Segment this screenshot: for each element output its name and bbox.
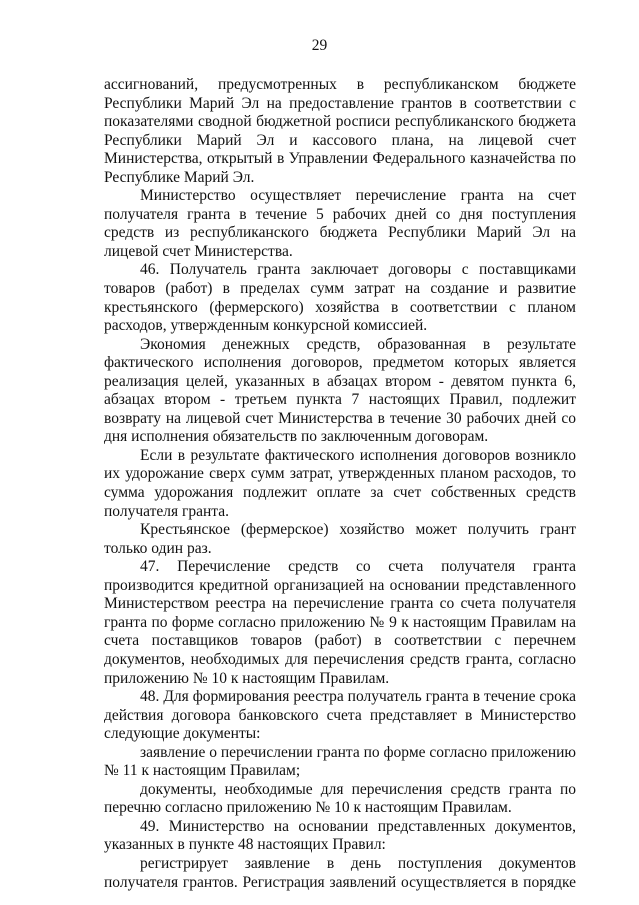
paragraph: Экономия денежных средств, образованная в результате фактического исполнения договоров, предметом которых является реализация целей, указанных в абзацах втором - девятом пункта 6, абзацах втором - третьем пункта 7 настоящих Правил, подлежит возврату на лицевой счет Министерства в течение 30 рабочих дней со дня исполнения обязательств по заключенным договорам. bbox=[104, 335, 576, 446]
page-number: 29 bbox=[311, 37, 328, 54]
paragraph: 46. Получатель гранта заключает договоры с поставщиками товаров (работ) в пределах сумм затрат на создание и развитие крестьянского (фермерского) хозяйства в соответствии с планом расходов, утвержденным конкурсной комиссией. bbox=[104, 261, 576, 335]
paragraph: Министерство осуществляет перечисление гранта на счет получателя гранта в течение 5 рабочих дней со дня поступления средств из республиканского бюджета Республики Марий Эл на лицевой счет Министерства. bbox=[104, 187, 576, 260]
paragraph: 48. Для формирования реестра получатель гранта в течение срока действия договора банковского счета представляет в Министерство следующие документы: bbox=[104, 688, 576, 743]
paragraph: документы, необходимые для перечисления средств гранта по перечню согласно приложению № 10 к настоящим Правилам. bbox=[104, 780, 576, 817]
paragraph: 49. Министерство на основании представленных документов, указанных в пункте 48 настоящих Правил: bbox=[104, 817, 576, 854]
paragraph: Крестьянское (фермерское) хозяйство может получить грант только один раз. bbox=[104, 521, 576, 557]
paragraph: 47. Перечисление средств со счета получателя гранта производится кредитной организацией на основании представленного Министерством реестра на перечисление гранта со счета получателя гранта по форме согласно приложению № 9 к настоящим Правилам на счета поставщиков товаров (работ) в соответствии с перечнем документов, необходимых для перечисления средств гранта, согласно приложению № 10 к настоящим Правилам. bbox=[104, 558, 576, 687]
document-body bbox=[104, 76, 576, 892]
paragraph: заявление о перечислении гранта по форме согласно приложению № 11 к настоящим Правилам; bbox=[104, 743, 576, 780]
paragraph: ассигнований, предусмотренных в республиканском бюджете Республики Марий Эл на предоставление грантов в соответствии с показателями сводной бюджетной росписи республиканского бюджета Республики Марий Эл и кассового плана, на лицевой счет Министерства, открытый в Управлении Федерального казначейства по Республике Марий Эл. bbox=[104, 76, 576, 186]
paragraph: Если в результате фактического исполнения договоров возникло их удорожание сверх сумм затрат, утвержденных планом расходов, то сумма удорожания подлежит оплате за счет собственных средств получателя гранта. bbox=[104, 446, 576, 520]
paragraph: регистрирует заявление в день поступления документов получателя грантов. Регистрация заявлений осуществляется в порядке bbox=[104, 854, 576, 891]
